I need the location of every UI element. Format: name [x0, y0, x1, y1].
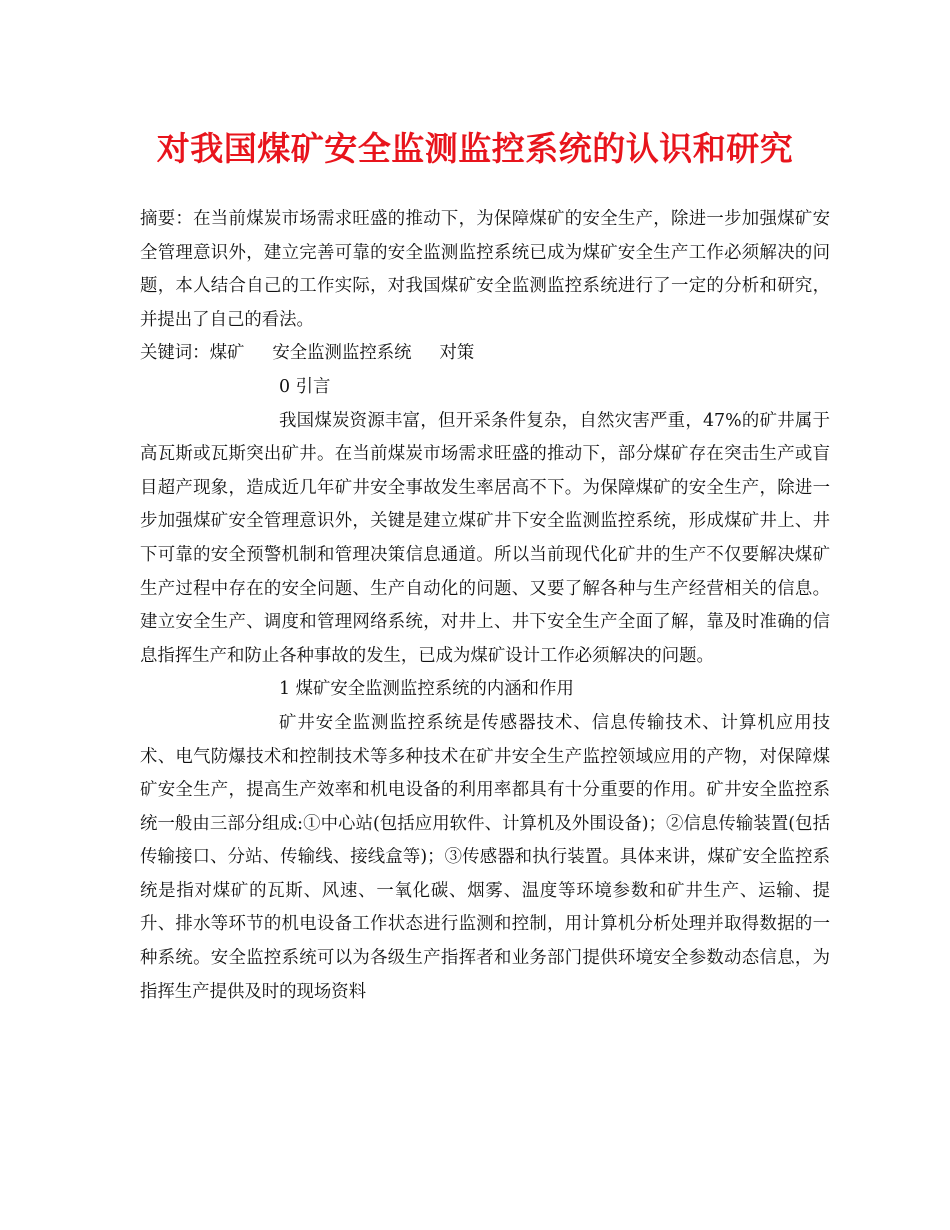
section-paragraph: 我国煤炭资源丰富，但开采条件复杂，自然灾害严重，47%的矿井属于高瓦斯或瓦斯突出矿井。在当前煤炭市场需求旺盛的推动下，部分煤矿存在突击生产或盲目超产现象，造成近几年矿井安全事故发生率居高不下。为保障煤矿的安全生产，除进一步加强煤矿安全管理意识外，关键是建立煤矿井下安全监测监控系统，形成煤矿井上、井下可靠的安全预警机制和管理决策信息通道。所以当前现代化矿井的生产不仅要解决煤矿生产过程中存在的安全问题、生产自动化的问题、又要了解各种与生产经营相关的信息。建立安全生产、调度和管理网络系统，对井上、井下安全生产全面了解，靠及时准确的信息指挥生产和防止各种事故的发生，已成为煤矿设计工作必须解决的问题。 — [140, 410, 830, 666]
keywords-line — [140, 337, 830, 371]
abstract-paragraph: 摘要：在当前煤炭市场需求旺盛的推动下，为保障煤矿的安全生产，除进一步加强煤矿安全管理意识外，建立完善可靠的安全监测监控系统已成为煤矿安全生产工作必须解决的问题，本人结合自己的工作实际，对我国煤矿安全监测监控系统进行了一定的分析和研究，并提出了自己的看法。 — [140, 209, 830, 330]
section-heading: 0 引言 — [279, 376, 331, 397]
keywords-label: 关键词： — [140, 343, 210, 364]
keyword-item: 煤矿 — [209, 343, 245, 364]
document-title: 对我国煤矿安全监测监控系统的认识和研究 — [156, 129, 794, 168]
section-paragraph: 矿井安全监测监控系统是传感器技术、信息传输技术、计算机应用技术、电气防爆技术和控制技术等多种技术在矿井安全生产监控领域应用的产物，对保障煤矿安全生产，提高生产效率和机电设备的利用率都具有十分重要的作用。矿井安全监控系统一般由三部分组成:①中心站(包括应用软件、计算机及外围设备)；②信息传输装置(包括传输接口、分站、传输线、接线盒等)；③传感器和执行装置。具体来讲，煤矿安全监控系统是指对煤矿的瓦斯、风速、一氧化碳、烟雾、温度等环境参数和矿井生产、运输、提升、排水等环节的机电设备工作状态进行监测和控制，用计算机分析处理并取得数据的一种系统。安全监控系统可以为各级生产指挥者和业务部门提供环境安全参数动态信息，为指挥生产提供及时的现场资料 — [140, 712, 830, 1002]
keyword-item: 安全监测监控系统 — [272, 343, 412, 364]
document-body — [140, 203, 830, 1009]
keyword-item: 对策 — [439, 343, 475, 364]
section-heading: 1 煤矿安全监测监控系统的内涵和作用 — [279, 679, 574, 700]
